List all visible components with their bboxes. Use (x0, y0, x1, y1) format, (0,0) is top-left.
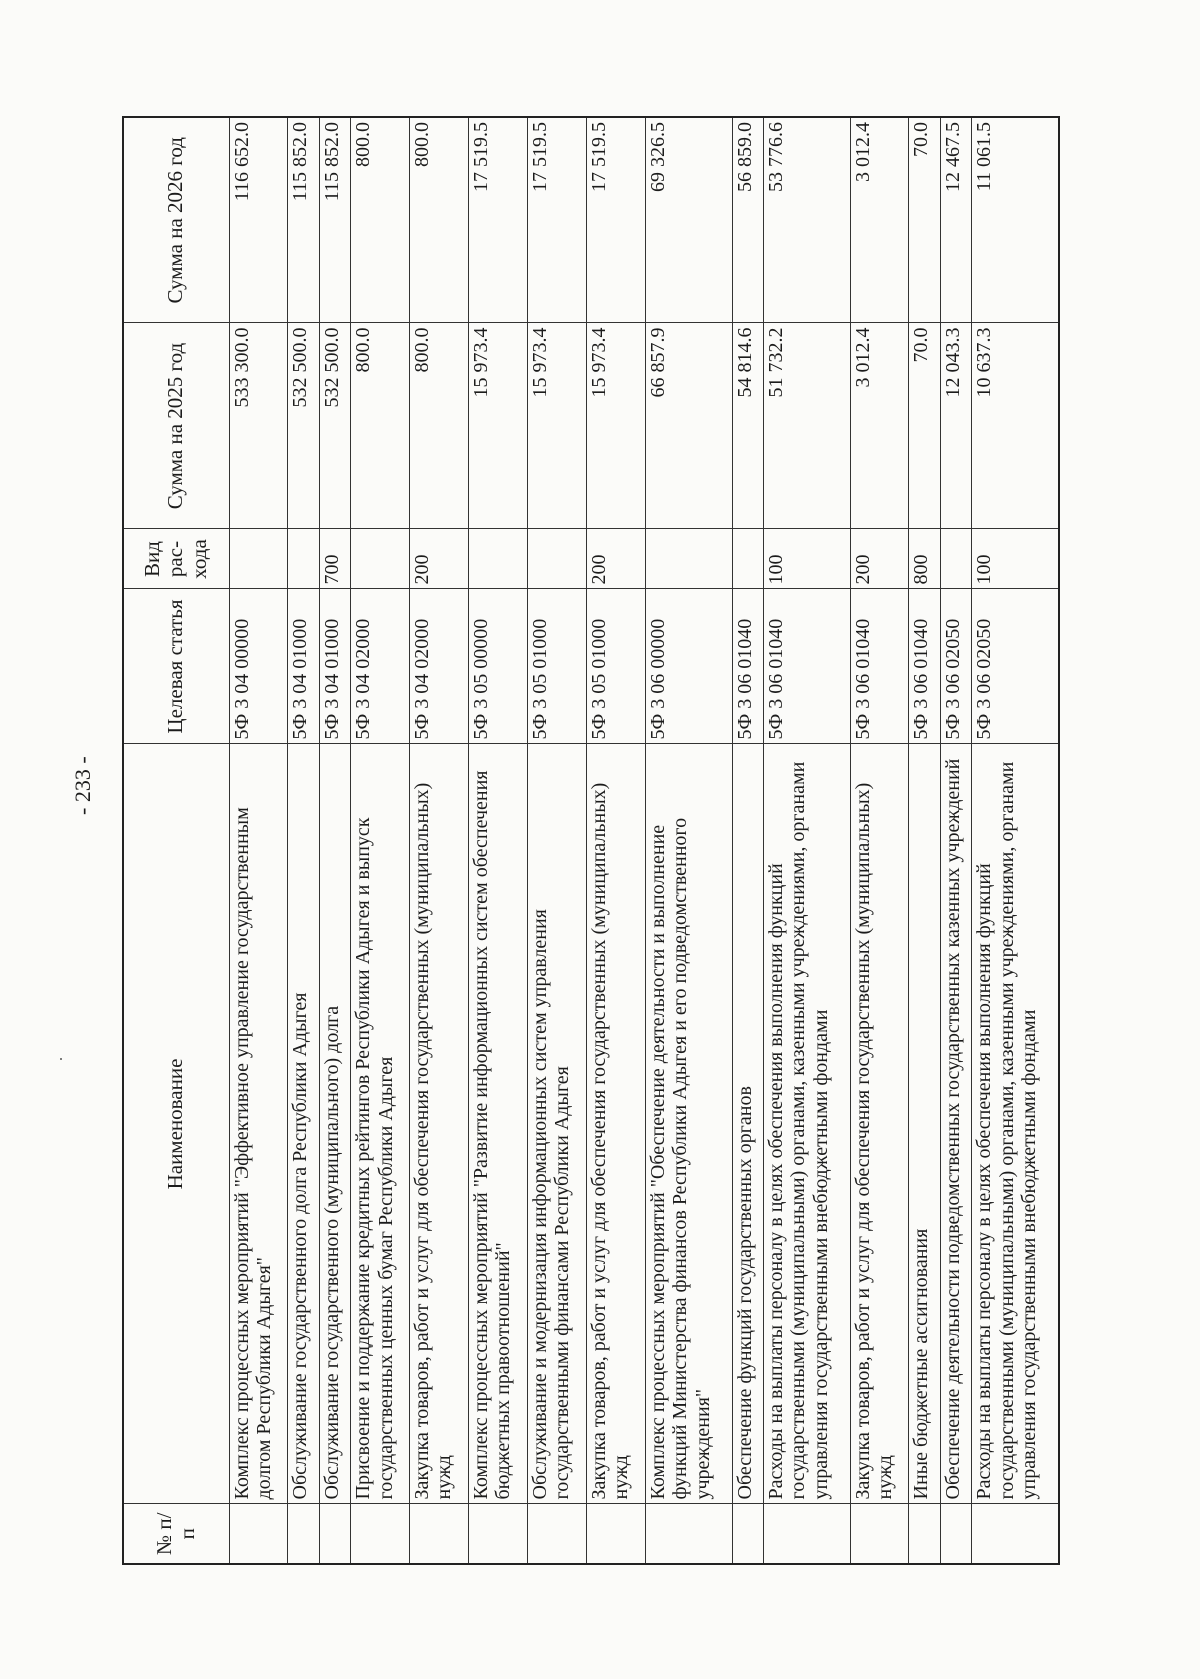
cell-kind (732, 529, 763, 589)
cell-num (850, 1504, 909, 1564)
cell-sum2025: 800.0 (410, 323, 469, 529)
cell-sum2026: 12 467.5 (940, 117, 971, 323)
table-row (587, 117, 646, 1564)
cell-kind (288, 529, 319, 589)
table-row (850, 117, 909, 1564)
cell-sum2026: 53 776.6 (763, 117, 850, 323)
cell-sum2025: 54 814.6 (732, 323, 763, 529)
cell-sum2026: 69 326.5 (645, 117, 732, 323)
cell-num (410, 1504, 469, 1564)
cell-sum2026: 17 519.5 (528, 117, 587, 323)
cell-sum2025: 532 500.0 (319, 323, 350, 529)
cell-sum2026: 115 852.0 (288, 117, 319, 323)
table-row (229, 117, 288, 1564)
cell-sum2025: 66 857.9 (645, 323, 732, 529)
cell-sum2026: 800.0 (351, 117, 410, 323)
cell-name: Обеспечение деятельности подведомственных государственных казенных учреждений (940, 744, 971, 1504)
cell-article: 5Ф 3 06 00000 (645, 589, 732, 744)
budget-table-rotated (122, 118, 1060, 1565)
cell-sum2026: 116 652.0 (229, 117, 288, 323)
cell-article: 5Ф 3 05 00000 (469, 589, 528, 744)
cell-name: Обслуживание государственного (муниципального) долга (319, 744, 350, 1504)
cell-num (645, 1504, 732, 1564)
cell-sum2025: 3 012.4 (850, 323, 909, 529)
cell-kind: 800 (909, 529, 940, 589)
cell-article: 5Ф 3 06 01040 (850, 589, 909, 744)
cell-name: Комплекс процессных мероприятий "Эффективное управление государственным долгом Республики Адыгея" (229, 744, 288, 1504)
cell-num (940, 1504, 971, 1564)
cell-article: 5Ф 3 06 01040 (909, 589, 940, 744)
table-row (940, 117, 971, 1564)
table-row (410, 117, 469, 1564)
cell-sum2025: 51 732.2 (763, 323, 850, 529)
table-header-row (123, 117, 229, 1564)
cell-num (587, 1504, 646, 1564)
cell-kind (645, 529, 732, 589)
cell-article: 5Ф 3 06 01040 (732, 589, 763, 744)
scan-speck (60, 1058, 62, 1060)
cell-kind (351, 529, 410, 589)
cell-name: Иные бюджетные ассигнования (909, 744, 940, 1504)
table-row (909, 117, 940, 1564)
cell-sum2025: 15 973.4 (469, 323, 528, 529)
cell-sum2026: 115 852.0 (319, 117, 350, 323)
table-row (645, 117, 732, 1564)
cell-article: 5Ф 3 06 02050 (940, 589, 971, 744)
cell-sum2026: 70.0 (909, 117, 940, 323)
cell-kind (528, 529, 587, 589)
cell-kind: 100 (763, 529, 850, 589)
cell-num (732, 1504, 763, 1564)
header-num: № п/п (123, 1504, 229, 1564)
cell-article: 5Ф 3 04 02000 (351, 589, 410, 744)
cell-num (288, 1504, 319, 1564)
cell-name: Обслуживание государственного долга Республики Адыгея (288, 744, 319, 1504)
cell-kind (229, 529, 288, 589)
cell-num (229, 1504, 288, 1564)
header-kind: Вид рас-хода (123, 529, 229, 589)
cell-sum2025: 70.0 (909, 323, 940, 529)
cell-sum2026: 17 519.5 (587, 117, 646, 323)
cell-kind: 200 (850, 529, 909, 589)
cell-article: 5Ф 3 04 01000 (288, 589, 319, 744)
cell-num (351, 1504, 410, 1564)
cell-kind: 200 (587, 529, 646, 589)
cell-sum2026: 56 859.0 (732, 117, 763, 323)
cell-sum2025: 10 637.3 (972, 323, 1059, 529)
cell-num (319, 1504, 350, 1564)
table-row (763, 117, 850, 1564)
cell-article: 5Ф 3 04 01000 (319, 589, 350, 744)
cell-sum2025: 12 043.3 (940, 323, 971, 529)
cell-article: 5Ф 3 04 02000 (410, 589, 469, 744)
cell-article: 5Ф 3 05 01000 (587, 589, 646, 744)
cell-name: Комплекс процессных мероприятий "Обеспечение деятельности и выполнение функций Министерства финансов Республики Адыгея и его подведомственного учреждения" (645, 744, 732, 1504)
cell-name: Закупка товаров, работ и услуг для обеспечения государственных (муниципальных) нужд (587, 744, 646, 1504)
cell-kind: 200 (410, 529, 469, 589)
cell-sum2025: 800.0 (351, 323, 410, 529)
header-sum2025: Сумма на 2025 год (123, 323, 229, 529)
table-row (972, 117, 1059, 1564)
cell-name: Расходы на выплаты персоналу в целях обеспечения выполнения функций государственными (муниципальными) органами, казенными учреждениями, органами управления государственными внебюджетными фондами (763, 744, 850, 1504)
table-row (351, 117, 410, 1564)
cell-kind (469, 529, 528, 589)
header-sum2026: Сумма на 2026 год (123, 117, 229, 323)
cell-sum2026: 3 012.4 (850, 117, 909, 323)
cell-article: 5Ф 3 06 02050 (972, 589, 1059, 744)
cell-kind (940, 529, 971, 589)
cell-num (763, 1504, 850, 1564)
cell-sum2025: 15 973.4 (528, 323, 587, 529)
cell-article: 5Ф 3 04 00000 (229, 589, 288, 744)
table-row (469, 117, 528, 1564)
cell-kind: 100 (972, 529, 1059, 589)
cell-sum2025: 533 300.0 (229, 323, 288, 529)
table-row (319, 117, 350, 1564)
cell-sum2026: 17 519.5 (469, 117, 528, 323)
cell-article: 5Ф 3 06 01040 (763, 589, 850, 744)
budget-table (122, 116, 1060, 1565)
cell-name: Расходы на выплаты персоналу в целях обеспечения выполнения функций государственными (муниципальными) органами, казенными учреждениями, органами управления государственными внебюджетными фондами (972, 744, 1059, 1504)
cell-num (469, 1504, 528, 1564)
cell-name: Закупка товаров, работ и услуг для обеспечения государственных (муниципальных) нужд (410, 744, 469, 1504)
cell-sum2025: 532 500.0 (288, 323, 319, 529)
table-row (528, 117, 587, 1564)
header-article: Целевая статья (123, 589, 229, 744)
cell-name: Закупка товаров, работ и услуг для обеспечения государственных (муниципальных) нужд (850, 744, 909, 1504)
cell-name: Присвоение и поддержание кредитных рейтингов Республики Адыгея и выпуск государственных ценных бумаг Республики Адыгея (351, 744, 410, 1504)
cell-article: 5Ф 3 05 01000 (528, 589, 587, 744)
cell-sum2026: 11 061.5 (972, 117, 1059, 323)
cell-num (909, 1504, 940, 1564)
cell-kind: 700 (319, 529, 350, 589)
table-row (288, 117, 319, 1564)
header-name: Наименование (123, 744, 229, 1504)
cell-name: Обслуживание и модернизация информационных систем управления государственными финансами Республики Адыгея (528, 744, 587, 1504)
page-number: - 233 - (70, 756, 95, 815)
cell-num (528, 1504, 587, 1564)
cell-name: Комплекс процессных мероприятий "Развитие информационных систем обеспечения бюджетных правоотношений" (469, 744, 528, 1504)
cell-name: Обеспечение функций государственных органов (732, 744, 763, 1504)
cell-sum2026: 800.0 (410, 117, 469, 323)
table-row (732, 117, 763, 1564)
cell-sum2025: 15 973.4 (587, 323, 646, 529)
cell-num (972, 1504, 1059, 1564)
